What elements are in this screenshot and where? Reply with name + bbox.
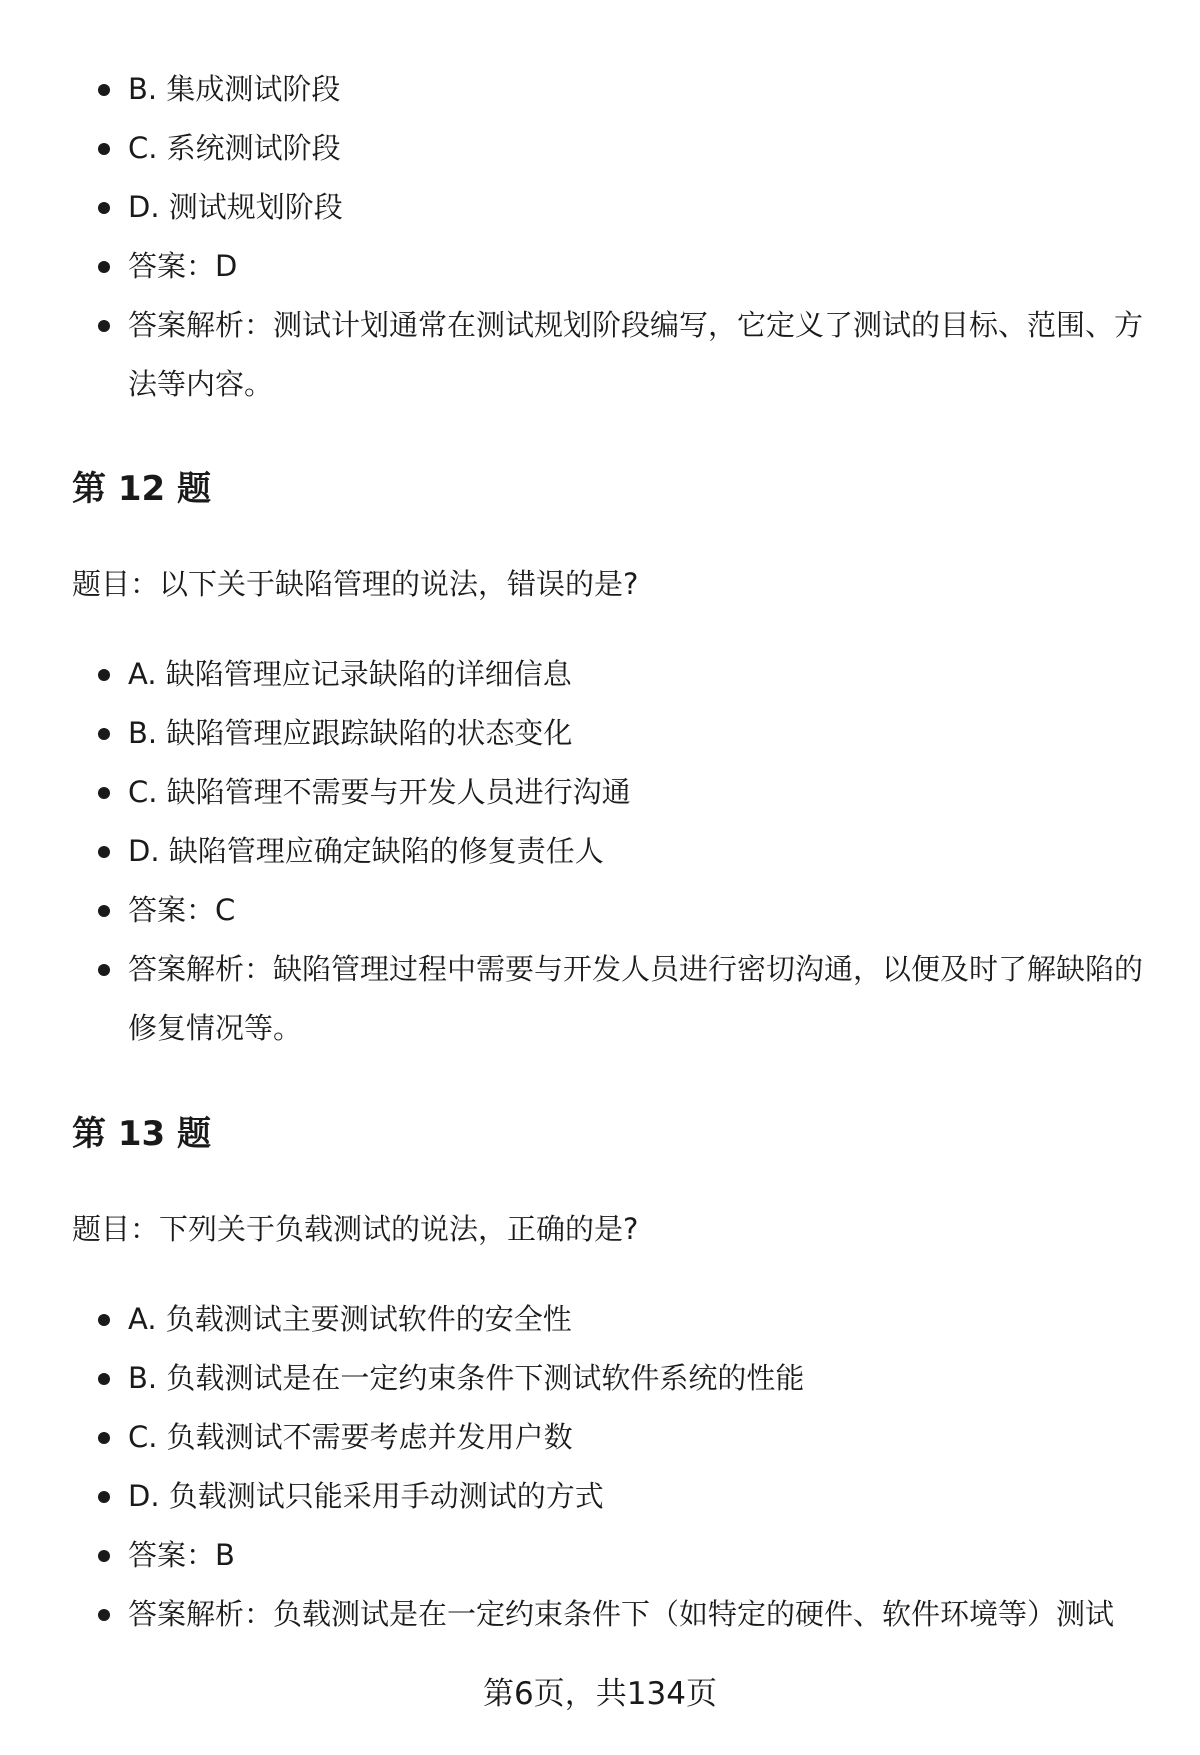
answer-item: 答案：D (0, 237, 1200, 296)
bullet-icon (98, 1609, 110, 1621)
bullet-icon (98, 143, 110, 155)
question-13-block (0, 1290, 1200, 1644)
list-item: B. 集成测试阶段 (0, 60, 1200, 119)
answer-explanation-item: 答案解析：测试计划通常在测试规划阶段编写，它定义了测试的目标、范围、方法等内容。 (0, 296, 1200, 414)
bullet-icon (98, 202, 110, 214)
bullet-icon (98, 1491, 110, 1503)
question-12-block (0, 645, 1200, 1058)
bullet-icon (98, 905, 110, 917)
page-number: 第6页，共134页 (483, 1676, 717, 1712)
list-item: D. 缺陷管理应确定缺陷的修复责任人 (0, 822, 1200, 881)
list-item: A. 负载测试主要测试软件的安全性 (0, 1290, 1200, 1349)
question-heading-12: 第 12 题 (72, 469, 211, 509)
list-item: D. 测试规划阶段 (0, 178, 1200, 237)
question-12-options (0, 645, 1200, 1058)
answer-explanation-item: 答案解析：缺陷管理过程中需要与开发人员进行密切沟通，以便及时了解缺陷的修复情况等。 (0, 940, 1200, 1058)
bullet-icon (98, 1550, 110, 1562)
list-item: C. 负载测试不需要考虑并发用户数 (0, 1408, 1200, 1467)
answer-item: 答案：C (0, 881, 1200, 940)
answer-explanation-item: 答案解析：负载测试是在一定约束条件下（如特定的硬件、软件环境等）测试 (0, 1585, 1200, 1644)
prev-question-options (0, 60, 1200, 414)
bullet-icon (98, 1314, 110, 1326)
list-item: A. 缺陷管理应记录缺陷的详细信息 (0, 645, 1200, 704)
question-13-options (0, 1290, 1200, 1644)
bullet-icon (98, 846, 110, 858)
bullet-icon (98, 261, 110, 273)
list-item: C. 缺陷管理不需要与开发人员进行沟通 (0, 763, 1200, 822)
bullet-icon (98, 320, 110, 332)
bullet-icon (98, 1432, 110, 1444)
list-item: C. 系统测试阶段 (0, 119, 1200, 178)
bullet-icon (98, 787, 110, 799)
question-heading-13: 第 13 题 (72, 1114, 211, 1154)
list-item: B. 缺陷管理应跟踪缺陷的状态变化 (0, 704, 1200, 763)
question-text-12: 题目：以下关于缺陷管理的说法，错误的是? (72, 567, 639, 601)
bullet-icon (98, 84, 110, 96)
answer-item: 答案：B (0, 1526, 1200, 1585)
bullet-icon (98, 669, 110, 681)
bullet-icon (98, 728, 110, 740)
question-text-13: 题目：下列关于负载测试的说法，正确的是? (72, 1212, 639, 1246)
bullet-icon (98, 1373, 110, 1385)
prev-question-block (0, 60, 1200, 414)
list-item: B. 负载测试是在一定约束条件下测试软件系统的性能 (0, 1349, 1200, 1408)
bullet-icon (98, 964, 110, 976)
list-item: D. 负载测试只能采用手动测试的方式 (0, 1467, 1200, 1526)
